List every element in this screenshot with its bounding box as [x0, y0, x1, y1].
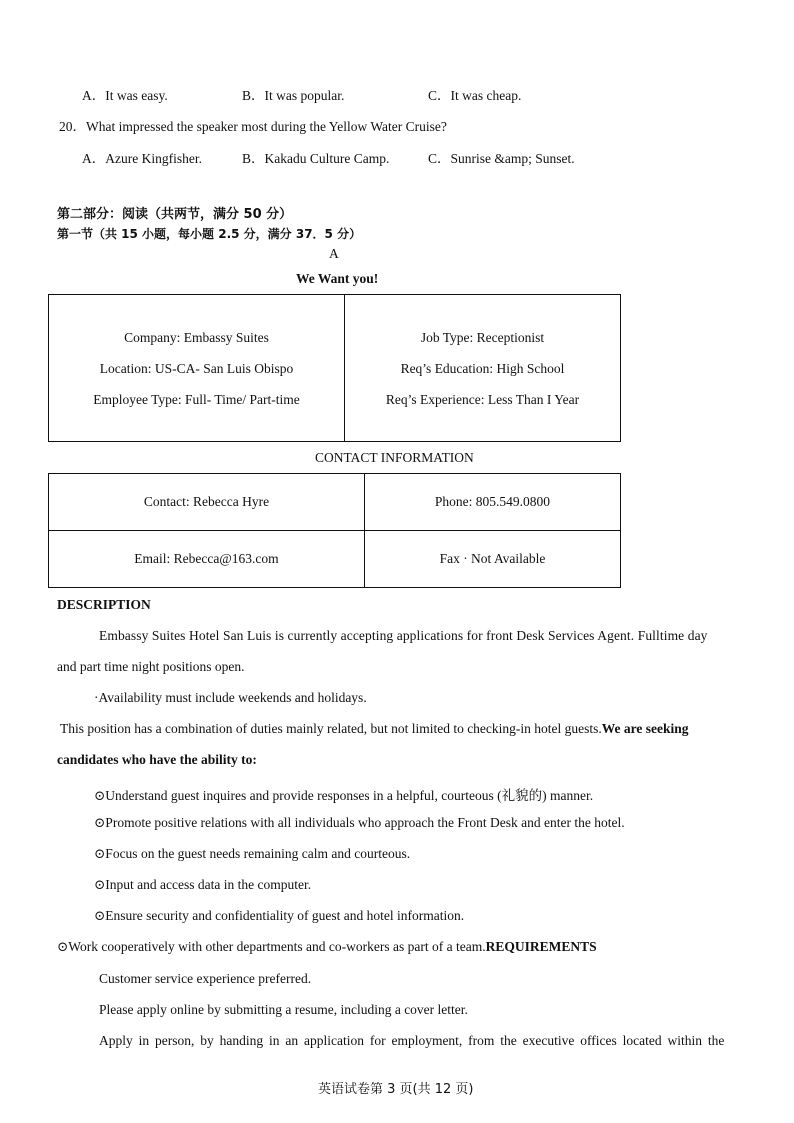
q20-stem: 20．What impressed the speaker most during the Yellow Water Cruise? [59, 119, 447, 134]
description-line-1: Embassy Suites Hotel San Luis is currently accepting applications for front Desk Services Agent. Fulltime day [99, 628, 708, 643]
part-title: 第二部分：阅读（共两节，满分 50 分） [57, 207, 293, 222]
employee-type-line: Employee Type: Full- Time/ Part-time [93, 391, 300, 407]
page-footer: 英语试卷第 3 页(共 12 页) [318, 1082, 474, 1097]
position-text: This position has a combination of duties mainly related, but not limited to checking-in hotel guests. [60, 721, 602, 736]
passage-title: We Want you! [296, 271, 379, 286]
ability-bullet-last: ⊙Work cooperatively with other departments and co-workers as part of a team. [57, 939, 486, 954]
requirement-line: Apply in person, by handing in an application for employment, from the executive offices located within the [99, 1033, 725, 1048]
company-line: Company: Embassy Suites [124, 329, 269, 345]
job-type-line: Job Type: Receptionist [420, 329, 545, 345]
seeking-text-2: candidates who have the ability to: [57, 752, 257, 767]
education-line: Req’s Education: High School [400, 360, 565, 376]
ability-bullet: ⊙Promote positive relations with all individuals who approach the Front Desk and enter the hotel. [94, 815, 625, 830]
job-info-left-cell [49, 295, 345, 442]
requirements-heading: REQUIREMENTS [485, 939, 597, 954]
q19-option-c: C．It was cheap. [428, 88, 522, 103]
requirement-line: Customer service experience preferred. [99, 971, 312, 986]
contact-phone-cell: Phone: 805.549.0800 [365, 474, 621, 531]
last-bullet-line [57, 939, 597, 955]
ability-bullet: ⊙Input and access data in the computer. [94, 877, 312, 892]
passage-letter: A [329, 246, 339, 261]
q20-option-c: C．Sunrise &amp; Sunset. [428, 151, 575, 166]
section-subtitle: 第一节（共 15 小题，每小题 2.5 分，满分 37．5 分） [57, 227, 362, 241]
q19-option-a: A．It was easy. [82, 88, 168, 103]
job-info-right-cell [345, 295, 621, 442]
description-heading: DESCRIPTION [57, 597, 151, 612]
seeking-text-1: We are seeking [601, 721, 689, 736]
job-info-table [48, 294, 621, 442]
position-line [60, 721, 689, 737]
contact-name-cell: Contact: Rebecca Hyre [49, 474, 365, 531]
q20-option-b: B．Kakadu Culture Camp. [242, 151, 390, 166]
location-line: Location: US-CA- San Luis Obispo [99, 360, 294, 376]
contact-heading: CONTACT INFORMATION [315, 450, 474, 465]
ability-bullet: ⊙Ensure security and confidentiality of guest and hotel information. [94, 908, 465, 923]
contact-table [48, 473, 621, 588]
contact-email-cell: Email: Rebecca@163.com [49, 531, 365, 588]
description-line-2: and part time night positions open. [57, 659, 245, 674]
ability-bullet: ⊙Focus on the guest needs remaining calm and courteous. [94, 846, 411, 861]
availability-line: ·Availability must include weekends and holidays. [94, 690, 367, 705]
q20-option-a: A．Azure Kingfisher. [82, 151, 202, 166]
q19-option-b: B．It was popular. [242, 88, 345, 103]
requirement-line: Please apply online by submitting a resume, including a cover letter. [99, 1002, 468, 1017]
contact-fax-cell: Fax · Not Available [365, 531, 621, 588]
experience-line: Req’s Experience: Less Than I Year [385, 391, 580, 407]
ability-bullet: ⊙Understand guest inquires and provide responses in a helpful, courteous (礼貌的) manner. [94, 788, 594, 803]
